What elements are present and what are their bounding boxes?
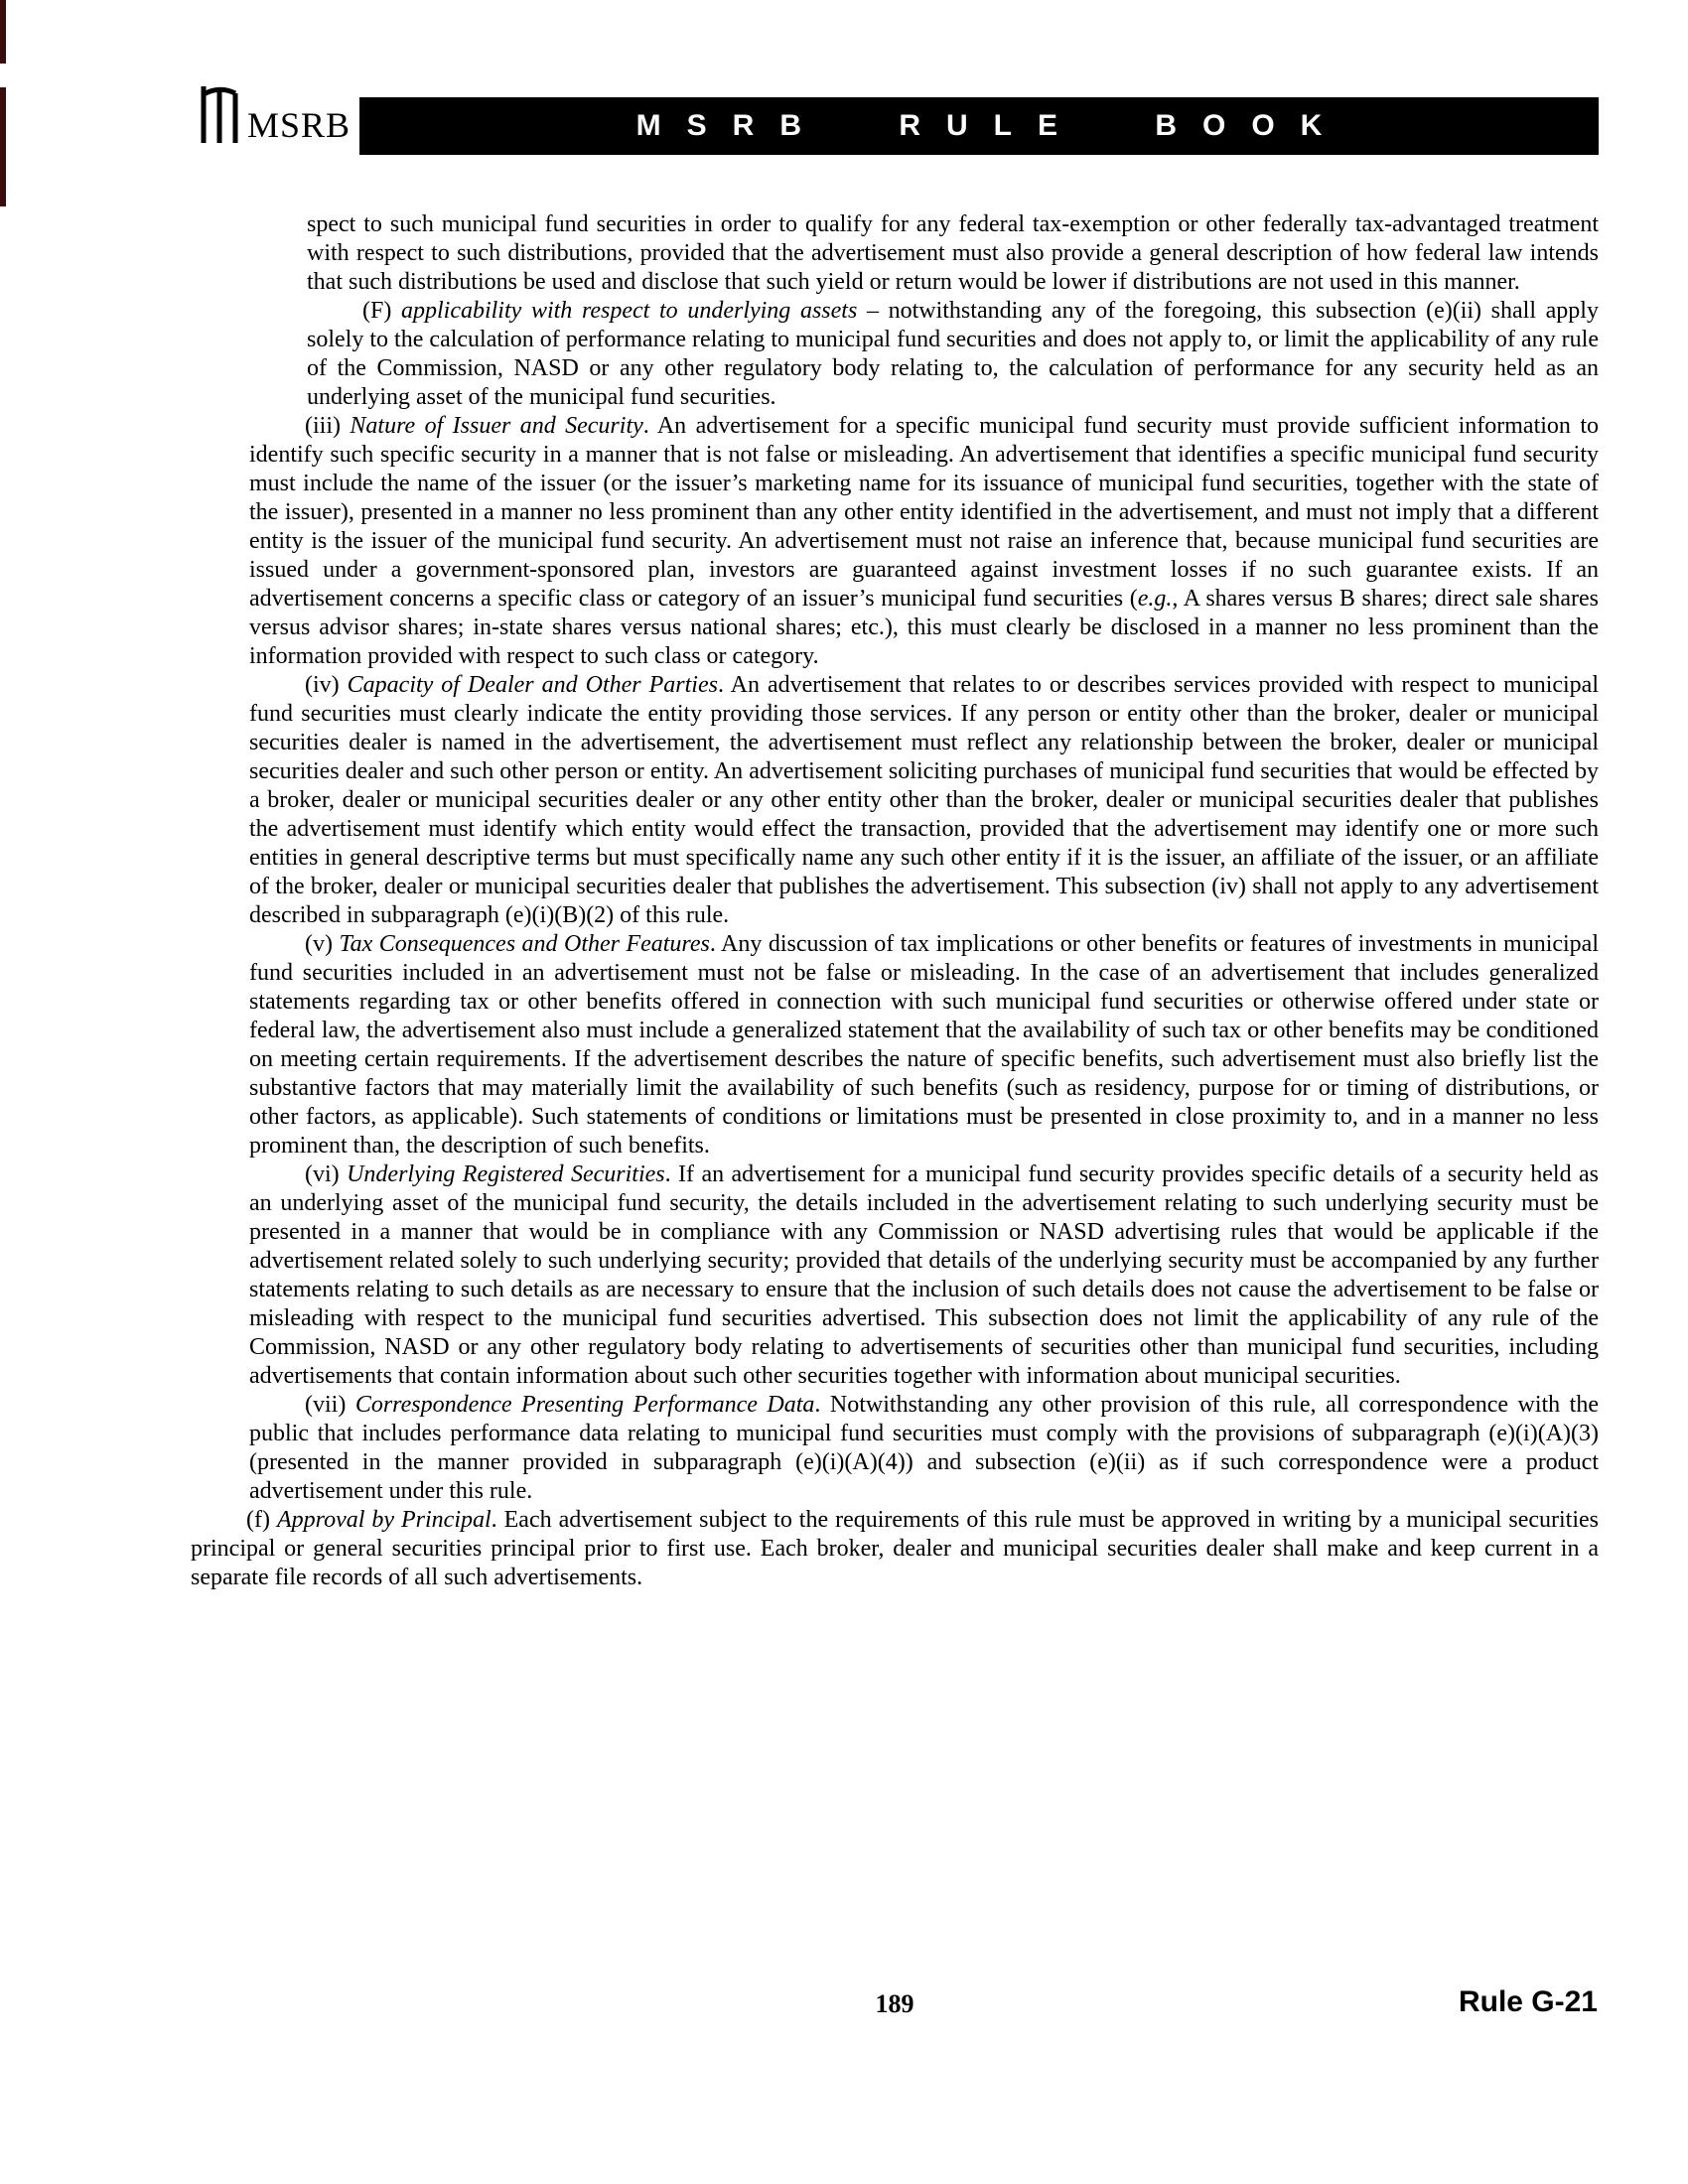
text-segment: (F) — [362, 298, 401, 324]
text-segment: . An advertisement that relates to or describes services provided with respect to municipal fund securities must clearly indicate the entity providing those services. If any person or entity other than the broker, dealer or municipal securities dealer is named in the advertisement, the advertisement must reflect any relationship between the broker, dealer or municipal securities dealer and such other person or entity. An advertisement soliciting purchases of municipal fund securities that would be effected by a broker, dealer or municipal securities dealer or any other entity other than the broker, dealer or municipal securities dealer that publishes the advertisement must identify which entity would effect the transaction, provided that the advertisement may identify one or more such entities in general descriptive terms but must specifically name any such other entity if it is the issuer, an affiliate of the issuer, or an affiliate of the broker, dealer or municipal securities dealer that publishes the advertisement. This subsection (iv) shall not apply to any advertisement described in subparagraph (e)(i)(B)(2) of this rule. — [249, 672, 1599, 928]
text-segment: Capacity of Dealer and Other Parties — [347, 672, 718, 698]
msrb-logo-text: MSRB — [247, 105, 352, 145]
text-segment: (vi) — [305, 1161, 348, 1187]
text-segment: Nature of Issuer and Security — [350, 413, 643, 439]
rule-text — [191, 210, 1599, 1592]
paragraph — [249, 930, 1599, 1160]
text-segment: (iv) — [305, 672, 348, 698]
text-segment: . Each advertisement subject to the requirements of this rule must be approved in writing by a municipal securities principal or general securities principal prior to first use. Each broker, dealer and municipal securities dealer shall make and keep current in a separate file records of all such advertisements. — [191, 1507, 1599, 1590]
text-segment: applicability with respect to underlying assets — [400, 298, 858, 324]
scan-edge-artifact — [0, 87, 6, 206]
paragraph — [191, 1506, 1599, 1592]
paragraph — [249, 671, 1599, 930]
text-segment: . Notwithstanding any other provision of this rule, all correspondence with the public that includes performance data relating to municipal fund securities must comply with the provisions of subparagraph (e)(i)(A)(3) (presented in the manner provided in subparagraph (e)(i)(A)(4)) and subsection (e)(ii) as if such correspondence were a product advertisement under this rule. — [249, 1392, 1599, 1504]
msrb-logo — [194, 83, 351, 145]
text-segment: e.g. — [1137, 586, 1173, 612]
rule-book-title: MSRB RULE BOOK — [635, 109, 1348, 142]
text-segment: (vii) — [305, 1392, 355, 1418]
text-segment: Tax Consequences and Other Features — [339, 931, 710, 957]
scan-edge-artifact — [0, 0, 6, 64]
paragraph — [249, 1391, 1599, 1506]
paragraph — [249, 1160, 1599, 1391]
rule-label: Rule G-21 — [1458, 1985, 1598, 2018]
text-segment: Correspondence Presenting Performance Data — [354, 1392, 815, 1418]
text-segment: . An advertisement for a specific municipal fund security must provide sufficient information to identify such specific security in a manner that is not false or misleading. An advertisement that identifies a specific municipal fund security must include the name of the issuer (or the issuer’s marketing name for its issuance of municipal fund securities, together with the state of the issuer), presented in a manner no less prominent than any other entity identified in the advertisement, and must not imply that a different entity is the issuer of the municipal fund security. An advertisement must not raise an inference that, because municipal fund securities are issued under a government-sponsored plan, investors are guaranteed against investment losses if no such guarantee exists. If an advertisement concerns a specific class or category of an issuer’s municipal fund securities ( — [249, 413, 1599, 612]
text-segment: (iii) — [305, 413, 351, 439]
text-segment: (f) — [246, 1507, 277, 1533]
text-segment: . If an advertisement for a municipal fund security provides specific details of a security held as an underlying asset of the municipal fund security, the details included in the advertisement relating to such underlying security must be presented in a manner that would be in compliance with any Commission or NASD advertising rules that would be applicable if the advertisement related solely to such underlying security; provided that details of the underlying security must be accompanied by any further statements relating to such details as are necessary to ensure that the inclusion of such details does not cause the advertisement to be false or misleading with respect to the municipal fund securities advertised. This subsection does not limit the applicability of any rule of the Commission, NASD or any other regulatory body relating to advertisements of securities other than municipal fund securities, including advertisements that contain information about such other securities together with information about municipal securities. — [249, 1161, 1600, 1389]
paragraph — [307, 210, 1599, 297]
text-segment: Underlying Registered Securities — [347, 1161, 665, 1187]
text-segment: Approval by Principal — [276, 1507, 492, 1533]
text-segment: spect to such municipal fund securities in order to qualify for any federal tax-exemption or other federally tax-advantaged treatment with respect to such distributions, provided that the advertisement must also provide a general description of how federal law intends that such distributions be used and disclose that such yield or return would be lower if distributions are not used in this manner. — [307, 211, 1599, 295]
text-segment: – notwithstanding any of the foregoing, this subsection (e)(ii) shall apply solely to the calculation of performance relating to municipal fund securities and does not apply to, or limit the applicability of any rule of the Commission, NASD or any other regulatory body relating to, the calculation of performance for any security held as an underlying asset of the municipal fund securities. — [307, 298, 1599, 410]
msrb-logo-icon — [194, 83, 243, 145]
paragraphs-container — [191, 210, 1599, 1592]
page-number: 189 — [875, 1989, 914, 2018]
paragraph — [249, 412, 1599, 671]
text-segment: (v) — [305, 931, 340, 957]
rule-book-header-bar — [359, 97, 1599, 155]
paragraph — [307, 297, 1599, 412]
text-segment: , A shares versus B shares; direct sale shares versus advisor shares; in-state shares versus national shares; etc.), this must clearly be disclosed in a manner no less prominent than the information provided with respect to such class or category. — [249, 586, 1599, 669]
text-segment: . Any discussion of tax implications or other benefits or features of investments in municipal fund securities included in an advertisement must not be false or misleading. In the case of an advertisement that includes generalized statements regarding tax or other benefits offered in connection with such municipal fund securities or otherwise offered under state or federal law, the advertisement also must include a generalized statement that the availability of such tax or other benefits may be conditioned on meeting certain requirements. If the advertisement describes the nature of specific benefits, such advertisement must also briefly list the substantive factors that may materially limit the availability of such benefits (such as residency, purpose for or timing of distributions, or other factors, as applicable). Such statements of conditions or limitations must be presented in close proximity to, and in a manner no less prominent than, the description of such benefits. — [249, 931, 1599, 1159]
